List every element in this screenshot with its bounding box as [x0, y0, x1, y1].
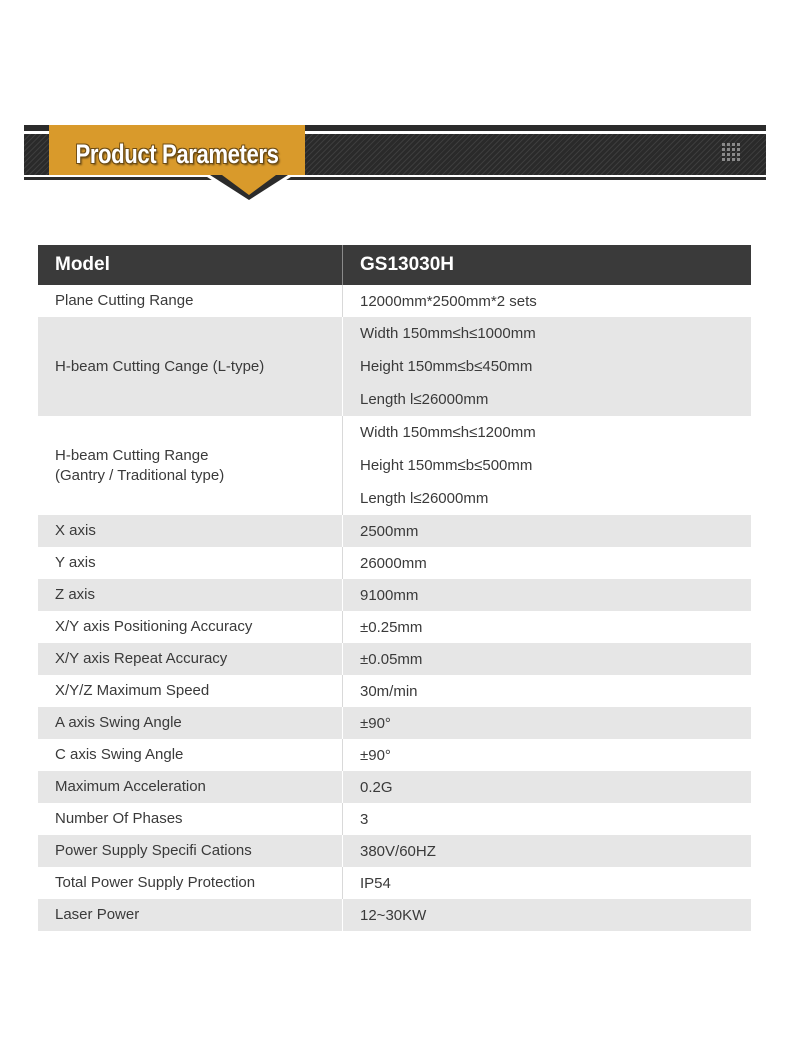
param-value-line: 3	[360, 810, 369, 828]
table-row	[38, 515, 751, 547]
table-row	[38, 867, 751, 899]
param-value-line: ±0.25mm	[360, 618, 423, 636]
param-label	[38, 707, 343, 739]
param-value-line: 9100mm	[360, 586, 419, 604]
table-row	[38, 707, 751, 739]
param-value-line: Width 150mm≤h≤1200mm	[360, 424, 536, 441]
param-label	[38, 285, 343, 317]
param-value-line: 380V/60HZ	[360, 842, 436, 860]
param-value-line: ±90°	[360, 714, 391, 732]
table-row	[38, 579, 751, 611]
chevron-down-icon	[204, 175, 294, 207]
param-value	[343, 675, 752, 707]
param-value-line: 2500mm	[360, 522, 419, 540]
param-value-line: 30m/min	[360, 682, 418, 700]
param-value	[343, 771, 752, 803]
param-label	[38, 675, 343, 707]
param-label-line: C axis Swing Angle	[55, 746, 184, 763]
param-value	[343, 707, 752, 739]
param-value	[343, 547, 752, 579]
param-label	[38, 899, 343, 931]
param-value-line: Length l≤26000mm	[360, 391, 489, 408]
param-value	[343, 643, 752, 675]
param-value	[343, 739, 752, 771]
param-value-line: 12~30KW	[360, 906, 427, 924]
param-value	[343, 317, 752, 416]
param-label-line: Y axis	[55, 554, 96, 571]
param-value-line: 26000mm	[360, 554, 427, 572]
param-label	[38, 515, 343, 547]
param-label-line: H-beam Cutting Cange (L-type)	[55, 357, 265, 375]
param-value-line: Length l≤26000mm	[360, 490, 489, 507]
param-label	[38, 867, 343, 899]
param-label	[38, 739, 343, 771]
table-row	[38, 611, 751, 643]
param-value-line: Height 150mm≤b≤500mm	[360, 457, 533, 474]
param-value	[343, 803, 752, 835]
param-value	[343, 611, 752, 643]
param-label-line: Z axis	[55, 586, 96, 603]
param-value-line: ±90°	[360, 746, 391, 764]
param-value	[343, 899, 752, 931]
param-label	[38, 579, 343, 611]
param-label-line: X/Y/Z Maximum Speed	[55, 682, 210, 699]
param-label	[38, 317, 343, 416]
param-label	[38, 803, 343, 835]
table-row	[38, 317, 751, 416]
section-banner	[24, 125, 766, 205]
section-title: Product Parameters	[75, 138, 279, 169]
param-value-line: ±0.05mm	[360, 650, 423, 668]
table-row	[38, 416, 751, 515]
table-row	[38, 739, 751, 771]
header-value: GS13030H	[343, 245, 752, 285]
param-label-line: X/Y axis Repeat Accuracy	[55, 650, 228, 667]
param-value-line: IP54	[360, 874, 391, 892]
param-label	[38, 416, 343, 515]
param-label-line: Number Of Phases	[55, 810, 183, 827]
param-value	[343, 835, 752, 867]
param-value	[343, 579, 752, 611]
table-row	[38, 643, 751, 675]
param-value	[343, 867, 752, 899]
param-label-line: Power Supply Specifi Cations	[55, 842, 252, 859]
param-label	[38, 547, 343, 579]
banner-bottom-rule	[24, 177, 766, 180]
param-value	[343, 515, 752, 547]
param-label-line: Plane Cutting Range	[55, 292, 194, 309]
param-label-line: (Gantry / Traditional type)	[55, 466, 225, 484]
param-value-line: 0.2G	[360, 778, 393, 796]
table-row	[38, 835, 751, 867]
parameters-table	[38, 245, 751, 931]
param-label-line: H-beam Cutting Range	[55, 446, 209, 464]
table-row	[38, 803, 751, 835]
param-label-line: A axis Swing Angle	[55, 714, 182, 731]
table-row	[38, 547, 751, 579]
table-row	[38, 899, 751, 931]
param-label-line: Maximum Acceleration	[55, 778, 206, 795]
param-label-line: X/Y axis Positioning Accuracy	[55, 618, 253, 635]
table-row	[38, 285, 751, 317]
table-header-row	[38, 245, 751, 285]
param-value-line: Height 150mm≤b≤450mm	[360, 358, 533, 375]
param-label-line: X axis	[55, 522, 96, 539]
table-row	[38, 675, 751, 707]
param-label	[38, 643, 343, 675]
param-value	[343, 416, 752, 515]
param-label	[38, 835, 343, 867]
header-label: Model	[38, 245, 343, 285]
param-label-line: Laser Power	[55, 906, 140, 923]
param-label	[38, 771, 343, 803]
param-label	[38, 611, 343, 643]
grid-dots-icon	[722, 143, 742, 163]
table-row	[38, 771, 751, 803]
param-value-line: 12000mm*2500mm*2 sets	[360, 292, 537, 310]
param-value-line: Width 150mm≤h≤1000mm	[360, 325, 536, 342]
param-label-line: Total Power Supply Protection	[55, 874, 256, 891]
param-value	[343, 285, 752, 317]
